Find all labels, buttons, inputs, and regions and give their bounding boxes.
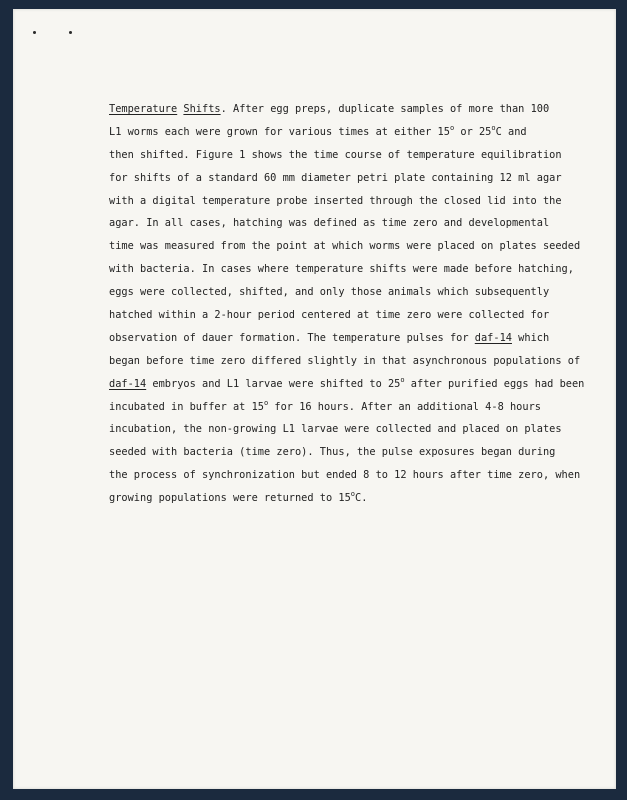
degree-sign: o (350, 490, 355, 499)
text-line-14 (109, 396, 579, 419)
degree-sign: o (449, 123, 455, 132)
heading-word-temperature: Temperature (109, 103, 178, 115)
line-text: which (511, 331, 550, 344)
degree-sign: o (263, 398, 269, 407)
line-text: observation of dauer formation. The temperature pulses for (109, 331, 475, 344)
text-line-13 (109, 373, 585, 396)
text-line-7: time was measured from the point at which worms were placed on plates seeded (109, 240, 581, 253)
line-text: for 16 hours. After an additional 4-8 hours (268, 400, 541, 413)
line-text: incubated in buffer at 15 (109, 400, 264, 413)
text-line-9: eggs were collected, shifted, and only those animals which subsequently (109, 286, 550, 299)
text-line-4: for shifts of a standard 60 mm diameter petri plate containing 12 ml agar (109, 171, 562, 184)
gene-name: daf-14 (474, 331, 512, 344)
text-line-16: seeded with bacteria (time zero). Thus, the pulse exposures began during (109, 446, 556, 459)
text-line-2 (109, 121, 579, 144)
punch-mark-right (69, 31, 72, 34)
body-paragraph (109, 98, 585, 510)
text-line-18 (109, 487, 579, 510)
document-page (13, 9, 616, 789)
text-line-11 (109, 327, 579, 350)
text-line-5: with a digital temperature probe inserted through the closed lid into the (109, 194, 562, 207)
line-text: embryos and L1 larvae were shifted to 25 (146, 377, 401, 390)
punch-mark-left (33, 31, 36, 34)
degree-sign: o (400, 375, 405, 384)
text-line-3: then shifted. Figure 1 shows the time course of temperature equilibration (109, 148, 562, 161)
line-text: . After egg preps, duplicate samples of more than 100 (220, 103, 550, 115)
text-line-8: with bacteria. In cases where temperature shifts were made before hatching, (109, 263, 574, 276)
line-text: C. (355, 492, 368, 505)
gene-name: daf-14 (109, 377, 147, 390)
text-line-10: hatched within a 2-hour period centered at time zero were collected for (109, 309, 550, 322)
line-text: or 25 (454, 125, 492, 138)
line-text: growing populations were returned to 15 (109, 492, 351, 505)
line-text: after purified eggs had been (404, 377, 585, 390)
text-line-12: began before time zero differed slightly in that asynchronous populations of (109, 354, 581, 367)
text-line-6: agar. In all cases, hatching was defined as time zero and developmental (109, 217, 550, 230)
text-line-1 (109, 98, 579, 121)
degree-sign: o (491, 123, 496, 132)
line-text: C and (495, 125, 527, 138)
line-text: L1 worms each were grown for various times at either 15 (109, 125, 450, 138)
text-line-17: the process of synchronization but ended 8 to 12 hours after time zero, when (109, 469, 581, 482)
text-line-15: incubation, the non-growing L1 larvae were collected and placed on plates (109, 423, 562, 436)
heading-word-shifts: Shifts (183, 103, 221, 115)
